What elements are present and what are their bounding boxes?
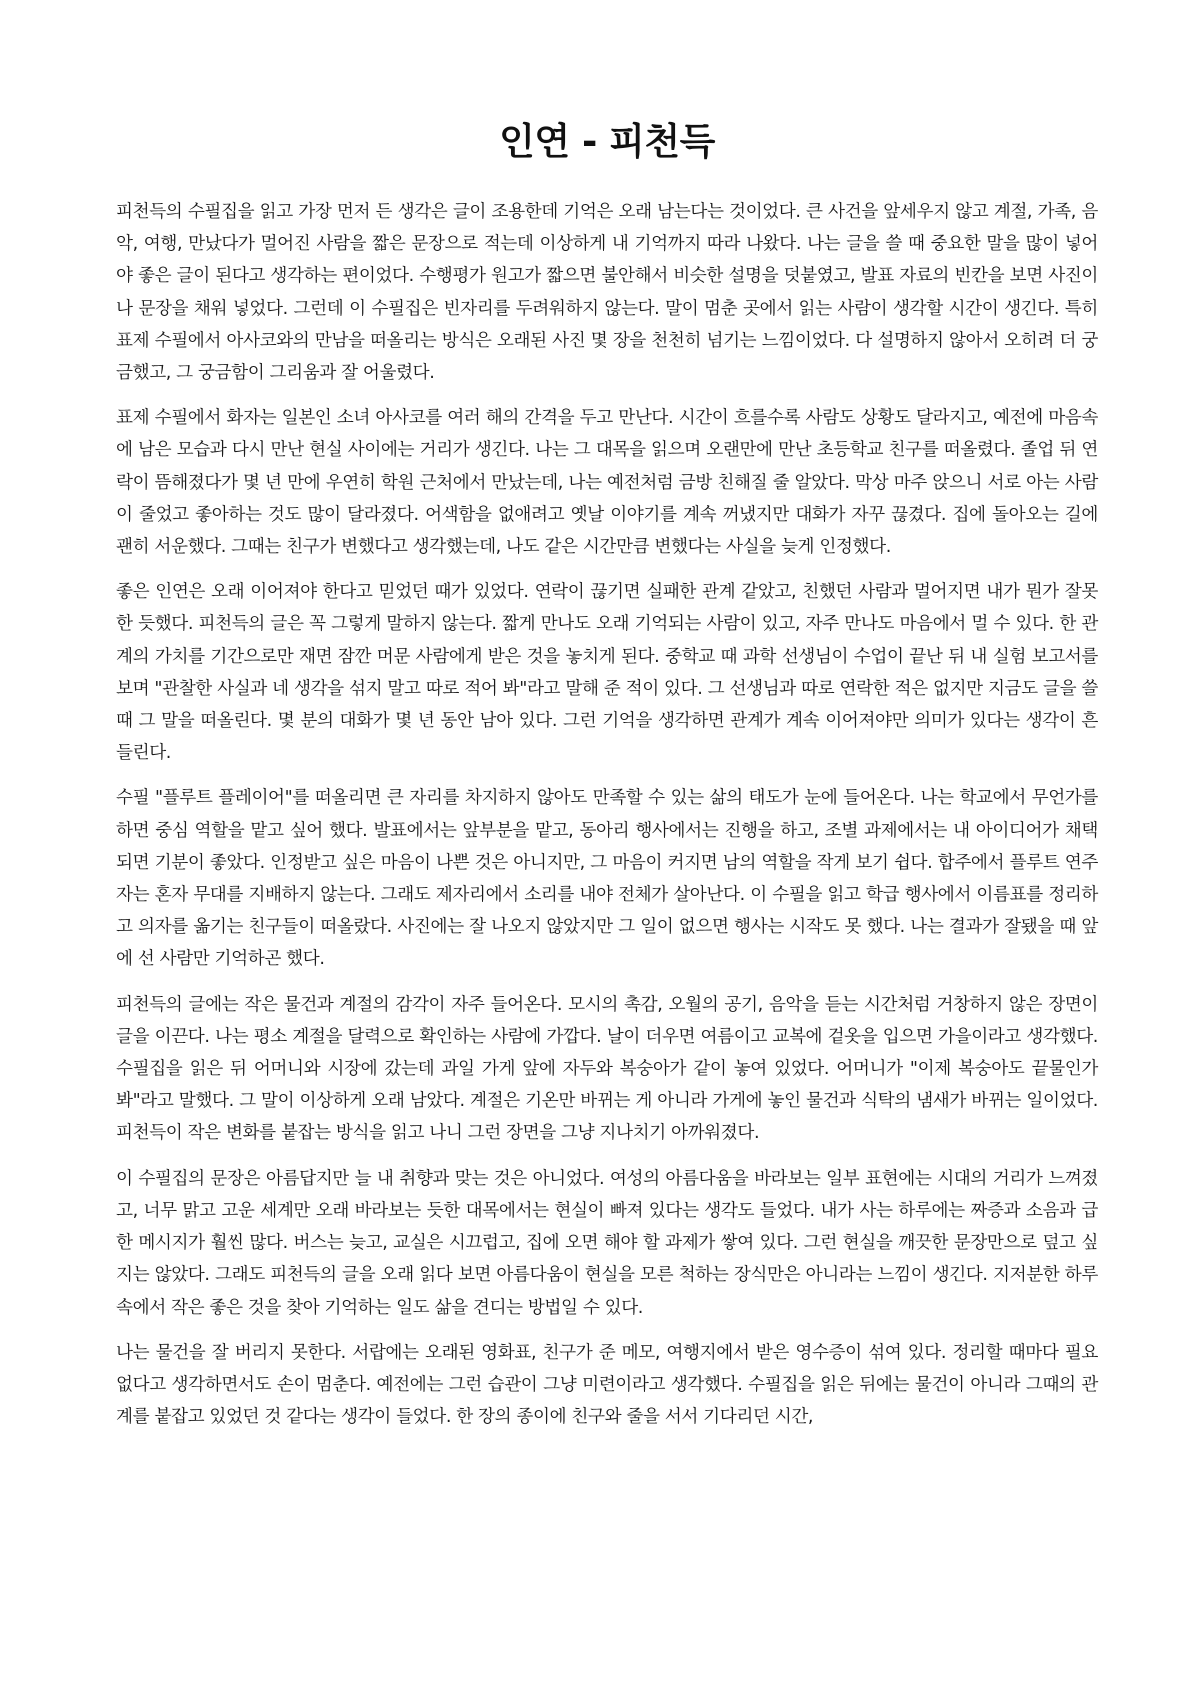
paragraph-5: 피천득의 글에는 작은 물건과 계절의 감각이 자주 들어온다. 모시의 촉감, 오월의 공기, 음악을 듣는 시간처럼 거창하지 않은 장면이 글을 이끈다. 나는 평소 계절을 달력으로 확인하는 사람에 가깝다. 날이 더우면 여름이고 교복에 겉옷을 입으면 가을이라고 생각했다. 수필집을 읽은 뒤 어머니와 시장에 갔는데 과일 가게 앞에 자두와 복숭아가 같이 놓여 있었다. 어머니가 "이제 복숭아도 끝물인가 봐"라고 말했다. 그 말이 이상하게 오래 남았다. 계절은 기온만 바뀌는 게 아니라 가게에 놓인 물건과 식탁의 냄새가 바뀌는 일이었다. 피천득이 작은 변화를 붙잡는 방식을 읽고 나니 그런 장면을 그냥 지나치기 아까워졌다. — [116, 994, 1098, 1144]
paragraph-6: 이 수필집의 문장은 아름답지만 늘 내 취향과 맞는 것은 아니었다. 여성의 아름다움을 바라보는 일부 표현에는 시대의 거리가 느껴졌고, 너무 맑고 고운 세계만 오래 바라보는 듯한 대목에서는 현실이 빠져 있다는 생각도 들었다. 내가 사는 하루에는 짜증과 소음과 급한 메시지가 훨씬 많다. 버스는 늦고, 교실은 시끄럽고, 집에 오면 해야 할 과제가 쌓여 있다. 그런 현실을 깨끗한 문장만으로 덮고 싶지는 않았다. 그래도 피천득의 글을 오래 읽다 보면 아름다움이 현실을 모른 척하는 장식만은 아니라는 느낌이 생긴다. 지저분한 하루 속에서 작은 좋은 것을 찾아 기억하는 일도 삶을 견디는 방법일 수 있다. — [116, 1168, 1098, 1318]
paragraph-2: 표제 수필에서 화자는 일본인 소녀 아사코를 여러 해의 간격을 두고 만난다. 시간이 흐를수록 사람도 상황도 달라지고, 예전에 마음속에 남은 모습과 다시 만난 현실 사이에는 거리가 생긴다. 나는 그 대목을 읽으며 오랜만에 만난 초등학교 친구를 떠올렸다. 졸업 뒤 연락이 뜸해졌다가 몇 년 만에 우연히 학원 근처에서 만났는데, 나는 예전처럼 금방 친해질 줄 알았다. 막상 마주 앉으니 서로 아는 사람이 줄었고 좋아하는 것도 많이 달라졌다. 어색함을 없애려고 옛날 이야기를 계속 꺼냈지만 대화가 자꾸 끊겼다. 집에 돌아오는 길에 괜히 서운했다. 그때는 친구가 변했다고 생각했는데, 나도 같은 시간만큼 변했다는 사실을 늦게 인정했다. — [116, 408, 1098, 558]
document-title: 인연 - 피천득 — [499, 120, 715, 163]
paragraph-7: 나는 물건을 잘 버리지 못한다. 서랍에는 오래된 영화표, 친구가 준 메모, 여행지에서 받은 영수증이 섞여 있다. 정리할 때마다 필요 없다고 생각하면서도 손이 멈춘다. 예전에는 그런 습관이 그냥 미련이라고 생각했다. 수필집을 읽은 뒤에는 물건이 아니라 그때의 관계를 붙잡고 있었던 것 같다는 생각이 들었다. 한 장의 종이에 친구와 줄을 서서 기다리던 시간, — [116, 1342, 1098, 1428]
paragraph-3: 좋은 인연은 오래 이어져야 한다고 믿었던 때가 있었다. 연락이 끊기면 실패한 관계 같았고, 친했던 사람과 멀어지면 내가 뭔가 잘못한 듯했다. 피천득의 글은 꼭 그렇게 말하지 않는다. 짧게 만나도 오래 기억되는 사람이 있고, 자주 만나도 마음에서 멀 수 있다. 한 관계의 가치를 기간으로만 재면 잠깐 머문 사람에게 받은 것을 놓치게 된다. 중학교 때 과학 선생님이 수업이 끝난 뒤 내 실험 보고서를 보며 "관찰한 사실과 네 생각을 섞지 말고 따로 적어 봐"라고 말해 준 적이 있다. 그 선생님과 따로 연락한 적은 없지만 지금도 글을 쓸 때 그 말을 떠올린다. 몇 분의 대화가 몇 년 동안 남아 있다. 그런 기억을 생각하면 관계가 계속 이어져야만 의미가 있다는 생각이 흔들린다. — [116, 582, 1098, 764]
document-body — [116, 196, 1098, 1433]
paragraph-1: 피천득의 수필집을 읽고 가장 먼저 든 생각은 글이 조용한데 기억은 오래 남는다는 것이었다. 큰 사건을 앞세우지 않고 계절, 가족, 음악, 여행, 만났다가 멀어진 사람을 짧은 문장으로 적는데 이상하게 내 기억까지 따라 나왔다. 나는 글을 쓸 때 중요한 말을 많이 넣어야 좋은 글이 된다고 생각하는 편이었다. 수행평가 원고가 짧으면 불안해서 비슷한 설명을 덧붙였고, 발표 자료의 빈칸을 보면 사진이나 문장을 채워 넣었다. 그런데 이 수필집은 빈자리를 두려워하지 않는다. 말이 멈춘 곳에서 읽는 사람이 생각할 시간이 생긴다. 특히 표제 수필에서 아사코와의 만남을 떠올리는 방식은 오래된 사진 몇 장을 천천히 넘기는 느낌이었다. 다 설명하지 않아서 오히려 더 궁금했고, 그 궁금함이 그리움과 잘 어울렸다. — [116, 202, 1098, 384]
paragraph-4: 수필 "플루트 플레이어"를 떠올리면 큰 자리를 차지하지 않아도 만족할 수 있는 삶의 태도가 눈에 들어온다. 나는 학교에서 무언가를 하면 중심 역할을 맡고 싶어 했다. 발표에서는 앞부분을 맡고, 동아리 행사에서는 진행을 하고, 조별 과제에서는 내 아이디어가 채택되면 기분이 좋았다. 인정받고 싶은 마음이 나쁜 것은 아니지만, 그 마음이 커지면 남의 역할을 작게 보기 쉽다. 합주에서 플루트 연주자는 혼자 무대를 지배하지 않는다. 그래도 제자리에서 소리를 내야 전체가 살아난다. 이 수필을 읽고 학급 행사에서 이름표를 정리하고 의자를 옮기는 친구들이 떠올랐다. 사진에는 잘 나오지 않았지만 그 일이 없으면 행사는 시작도 못 했다. 나는 결과가 잘됐을 때 앞에 선 사람만 기억하곤 했다. — [116, 788, 1098, 970]
